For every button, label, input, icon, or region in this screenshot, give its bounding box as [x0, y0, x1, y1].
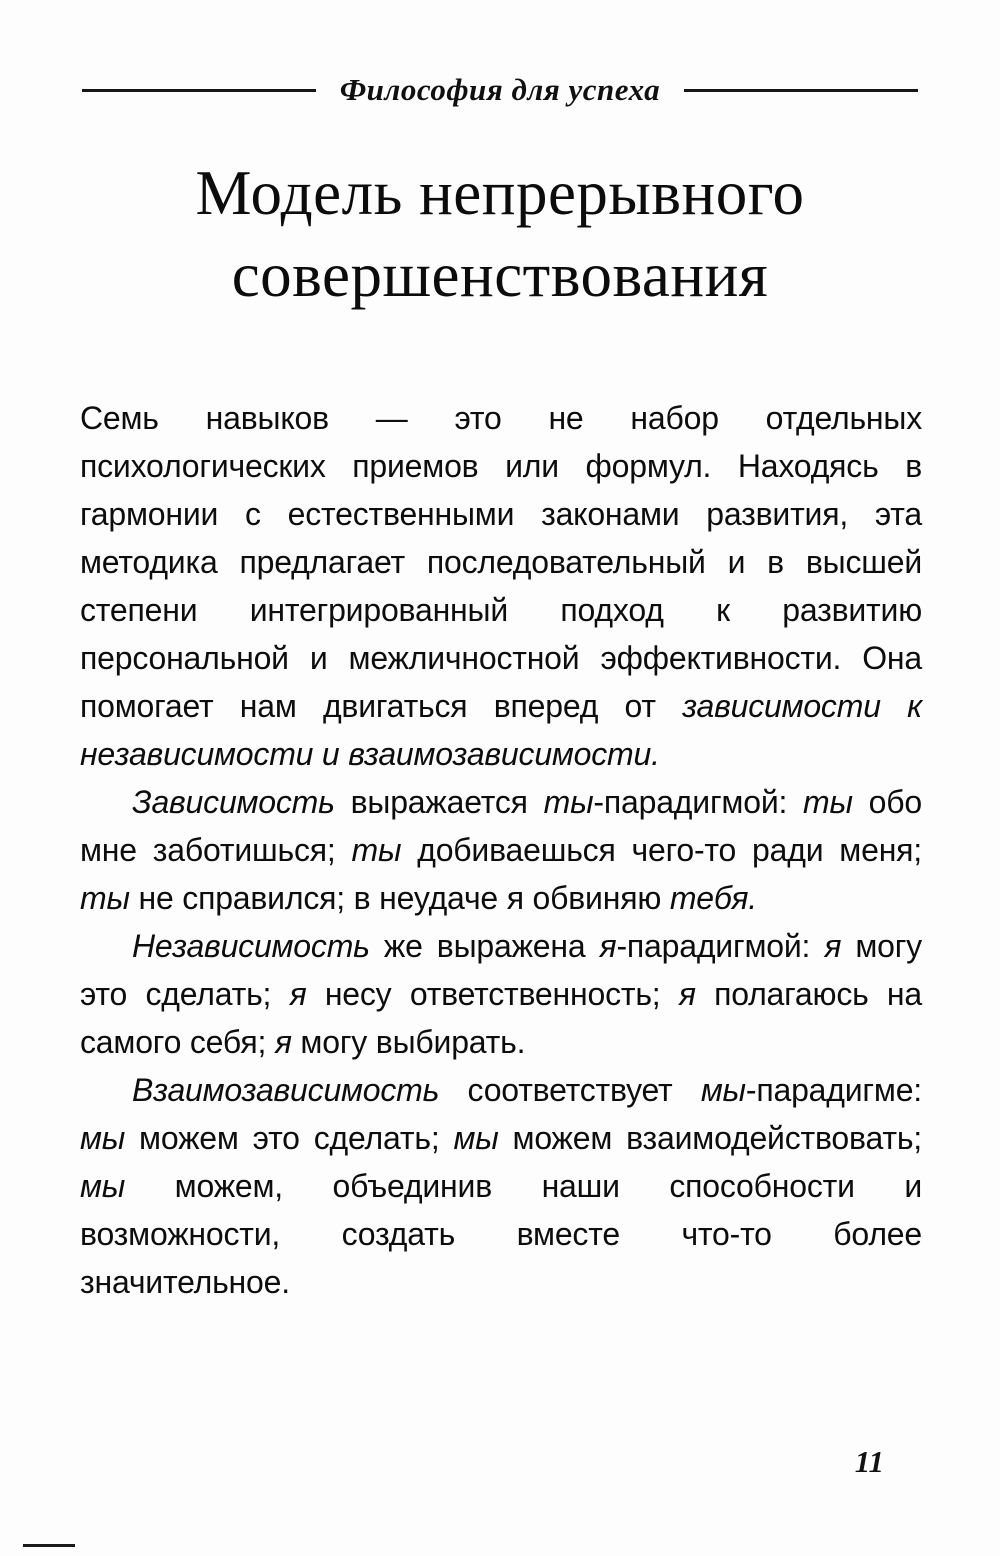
body-run-italic: ты — [351, 832, 402, 868]
running-header — [82, 72, 918, 108]
body-run: -парадигме: — [745, 1072, 922, 1108]
body-run-italic: я — [678, 976, 696, 1012]
body-run: обо мне заботишься; — [80, 784, 923, 868]
body-run-italic: ты — [80, 880, 130, 916]
chapter-title: Модель непрерывного совершенствования — [195, 158, 805, 310]
body-run: добиваешься чего-то ради меня; — [401, 832, 922, 868]
body-run: могу это сделать; — [80, 928, 922, 1012]
body-run-italic: я — [599, 928, 617, 964]
body-run-italic: тебя. — [669, 880, 757, 916]
header-rule-left — [82, 89, 316, 92]
scan-artifact-line — [23, 1544, 75, 1547]
header-rule-right — [684, 89, 918, 92]
running-title: Философия для успеха — [339, 72, 661, 107]
body-run-italic: я — [824, 928, 842, 964]
body-paragraph — [80, 922, 922, 1066]
body-run: несу ответственность; — [306, 976, 679, 1012]
body-run-italic: мы — [80, 1120, 126, 1156]
body-run-italic: мы — [80, 1168, 126, 1204]
body-paragraph — [80, 394, 922, 778]
body-run-italic: Взаимозависимость — [132, 1072, 440, 1108]
body-run-italic: Независимость — [132, 928, 370, 964]
body-run-italic: мы — [700, 1072, 746, 1108]
body-run: Семь навыков — это не набор отдельных психологических приемов или формул. Находясь в гармонии с естественными законами развития, эта методика предлагает последовательный и в высшей степени интегрированный подход к развитию персональной и межличностной эффективности. Она помогает нам двигаться вперед от — [80, 400, 922, 724]
body-run: могу выбирать. — [291, 1024, 526, 1060]
body-run: полагаюсь на самого себя; — [80, 976, 922, 1060]
body-run-italic: зависимости к независимости и взаимозависимости. — [80, 688, 922, 772]
body-run: можем взаимодействовать; — [498, 1120, 922, 1156]
body-run-italic: ты — [543, 784, 594, 820]
body-run: не справился; в неудаче я обвиняю — [129, 880, 670, 916]
body-run-italic: мы — [453, 1120, 499, 1156]
body-run: -парадигмой: — [616, 928, 825, 964]
page-number: 11 — [854, 1444, 884, 1479]
body-run-italic: ты — [803, 784, 853, 820]
body-run-italic: я — [274, 1024, 292, 1060]
body-run: соответствует — [439, 1072, 701, 1108]
body-run-italic: Зависимость — [132, 784, 335, 820]
body-run: выражается — [334, 784, 544, 820]
body-paragraph — [80, 778, 922, 922]
body-text — [80, 394, 922, 1306]
body-run-italic: я — [289, 976, 307, 1012]
body-run: можем это сделать; — [125, 1120, 454, 1156]
body-run: же выражена — [369, 928, 600, 964]
body-paragraph — [80, 1066, 922, 1306]
body-run: -парадигмой: — [593, 784, 804, 820]
body-run: можем, объединив наши способности и возможности, создать вместе что-то более значительное. — [80, 1168, 922, 1300]
